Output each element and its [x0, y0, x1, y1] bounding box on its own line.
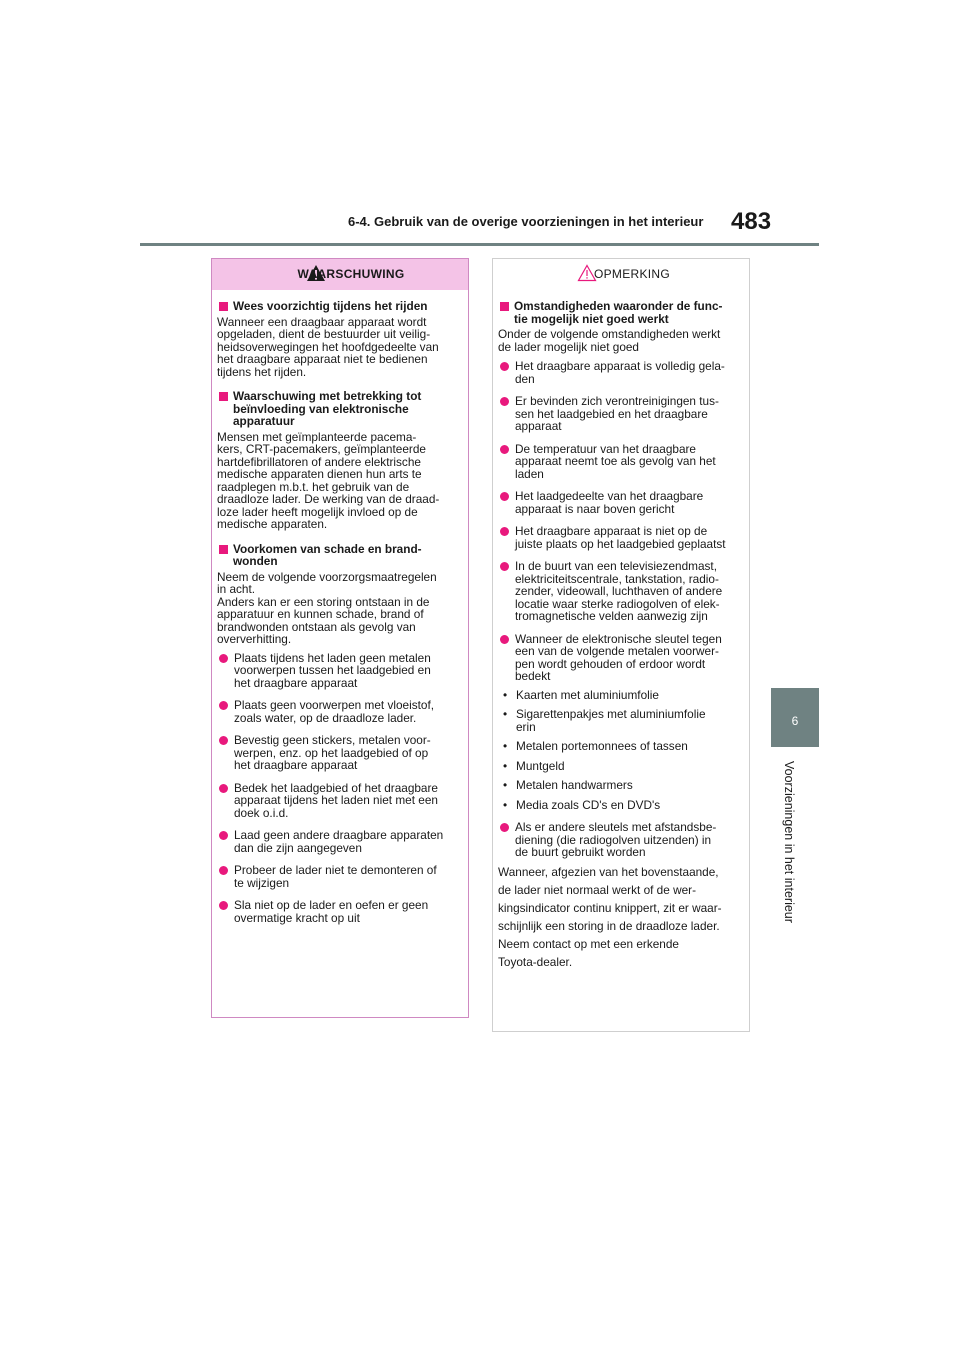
bullet-dot-icon [219, 701, 228, 710]
section-heading-text: Wees voorzichtig tijdens het rijden [233, 299, 428, 313]
list-item [498, 560, 743, 623]
note-box [492, 258, 750, 1032]
section-square-icon [219, 392, 228, 401]
closing-line: schijnlijk een storing in de draadloze lader. [498, 918, 720, 933]
closing-paragraph [498, 866, 743, 969]
bullet-dot-icon [500, 362, 509, 371]
bullet-dot-icon [500, 445, 509, 454]
list-item [217, 829, 462, 854]
list-item [217, 864, 462, 889]
section-paragraph: Onder de volgende omstandigheden werkt de lader mogelijk niet goed [498, 327, 721, 354]
warning-box [211, 258, 469, 1018]
bullet-dot-icon [219, 866, 228, 875]
page-number: 483 [731, 208, 772, 235]
bullet-dot-icon [500, 397, 509, 406]
list-item-text: De temperatuur van het draagbare apparaat neemt toe als gevolg van het laden [515, 441, 716, 481]
sub-list-item [498, 760, 743, 773]
bullet-dot-icon [219, 736, 228, 745]
warning-section [217, 390, 462, 531]
list-item-text: Als er andere sleutels met afstandsbe- diening (die radiogolven uitzenden) in de buurt gebruikt worden [515, 820, 717, 859]
list-item-text: Plaats geen voorwerpen met vloeistof, zoals water, op de draadloze lader. [234, 698, 434, 725]
list-item [498, 633, 743, 683]
list-item-text: Probeer de lader niet te demonteren of te wijzigen [234, 863, 437, 890]
list-item-text: Bevestig geen stickers, metalen voor- werpen, enz. op het laadgebied of op het draagbare apparaat [234, 733, 431, 772]
bullet-dot-icon [219, 901, 228, 910]
note-box-body [493, 290, 749, 969]
list-item-text: In de buurt van een televisiezendmast, elektriciteitscentrale, tankstation, radio- zender, videowall, luchthaven of andere locatie waar sterke radiogolven of elek- tromagnetische velden aanwezig zijn [515, 559, 723, 623]
list-item-text: Het draagbare apparaat is volledig gela- den [515, 359, 725, 386]
sub-list-item [498, 708, 743, 733]
warning-box-body [212, 290, 468, 924]
chapter-side-tab [771, 688, 819, 747]
section-heading [217, 300, 462, 313]
note-box-header [493, 259, 749, 290]
bullet-dot-icon [500, 823, 509, 832]
bullet-dot-icon [219, 831, 228, 840]
list-item [217, 734, 462, 772]
list-item-text: Het draagbare apparaat is niet op de juiste plaats op het laadgebied geplaatst [515, 524, 726, 551]
sub-list-item [498, 799, 743, 812]
list-item [498, 360, 743, 385]
sub-list-item-text: Metalen handwarmers [516, 778, 633, 792]
bullet-dot-icon [219, 784, 228, 793]
bullet-dot-icon [500, 562, 509, 571]
list-item-text: Plaats tijdens het laden geen metalen voorwerpen tussen het laadgebied en het draagbare apparaat [234, 650, 431, 690]
bullet-dot-icon [500, 635, 509, 644]
section-square-icon [219, 302, 228, 311]
list-item-text: Het laadgedeelte van het draagbare apparaat is naar boven gericht [515, 489, 704, 516]
sub-list-item-text: Muntgeld [516, 758, 565, 773]
list-item [498, 821, 743, 859]
list-item [217, 699, 462, 724]
bullet-dot-icon [500, 492, 509, 501]
closing-line: Neem contact op met een erkende [498, 936, 679, 951]
note-box-title: OPMERKING [593, 267, 671, 281]
section-heading-text: Voorkomen van schade en brand- wonden [233, 541, 422, 568]
sub-list-item [498, 740, 743, 753]
section-paragraph: Mensen met geïmplanteerde pacema- kers, CRT-pacemakers, geïmplanteerde hartdefibrillatoren of andere elektrische medische apparaten dienen hun arts te raadplegen m.b.t. het gebruik van de draadloze lader. De werking van de draad- loze lader heeft mogelijk invloed op de medische apparaten. [217, 429, 440, 531]
section-heading [217, 390, 462, 428]
sub-list-item [498, 779, 743, 792]
section-heading [217, 543, 462, 568]
section-paragraph: Wanneer een draagbaar apparaat wordt opgeladen, dient de bestuurder uit veilig- heidsoverwegingen het hoofdgedeelte van het draagbare apparaat niet te bedienen tijdens het rijden. [217, 314, 439, 379]
section-heading-text: Waarschuwing met betrekking tot beïnvloeding van elektronische apparatuur [233, 389, 422, 428]
warning-section [217, 543, 462, 646]
sub-list-item-text: Metalen portemonnees of tassen [516, 739, 688, 753]
bullet-dot-icon [219, 654, 228, 663]
closing-line: Toyota-dealer. [498, 954, 573, 969]
section-heading-text: Omstandigheden waaronder de func- tie mogelijk niet goed werkt [514, 299, 723, 326]
chapter-number: 6 [791, 714, 799, 728]
sub-list-item [498, 689, 743, 702]
warning-box-header [212, 259, 468, 290]
list-item [498, 395, 743, 433]
closing-line: Wanneer, afgezien van het bovenstaande, [498, 864, 719, 879]
section-square-icon [219, 545, 228, 554]
sub-bullet-icon: • [503, 707, 508, 721]
closing-line: de lader niet normaal werkt of de wer- [498, 882, 697, 897]
list-item [217, 782, 462, 820]
warning-section [217, 300, 462, 378]
section-heading [498, 300, 743, 325]
sub-bullet-icon: • [503, 797, 508, 812]
header-rule [140, 243, 819, 246]
section-header-title: 6-4. Gebruik van de overige voorzieningen in het interieur [348, 214, 704, 229]
list-item-text: Bedek het laadgebied of het draagbare apparaat tijdens het laden niet met een doek o.i.d. [234, 780, 438, 820]
list-item-text: Er bevinden zich verontreinigingen tus- sen het laadgebied en het draagbare apparaat [515, 394, 719, 433]
warning-box-title: WAARSCHUWING [297, 267, 405, 281]
sub-bullet-icon: • [503, 758, 508, 773]
section-square-icon [500, 302, 509, 311]
list-item [217, 899, 462, 924]
list-item [217, 652, 462, 690]
bullet-dot-icon [500, 527, 509, 536]
sub-bullet-icon: • [503, 778, 508, 792]
list-item-text: Sla niet op de lader en oefen er geen overmatige kracht op uit [234, 898, 429, 925]
list-item-text: Wanneer de elektronische sleutel tegen een van de volgende metalen voorwer- pen wordt gehouden of erdoor wordt bedekt [515, 631, 722, 683]
sub-bullet-icon: • [503, 739, 508, 753]
section-paragraph: Neem de volgende voorzorgsmaatregelen in acht. Anders kan er een storing ontstaan in de apparatuur en kunnen schade, brand of brandwonden ontstaan als gevolg van oververhitting. [217, 569, 437, 646]
sub-list-item-text: Media zoals CD's en DVD's [516, 797, 661, 812]
closing-line: kingsindicator continu knippert, zit er waar- [498, 900, 722, 915]
list-item [498, 525, 743, 550]
sub-bullet-icon: • [503, 687, 508, 702]
chapter-side-label: Voorzieningen in het interieur [782, 761, 796, 923]
list-item [498, 490, 743, 515]
list-item [498, 443, 743, 481]
list-item-text: Laad geen andere draagbare apparaten dan die zijn aangegeven [234, 828, 444, 855]
sub-list-item-text: Kaarten met aluminiumfolie [516, 687, 659, 702]
sub-list-item-text: Sigarettenpakjes met aluminiumfolie erin [516, 707, 706, 734]
